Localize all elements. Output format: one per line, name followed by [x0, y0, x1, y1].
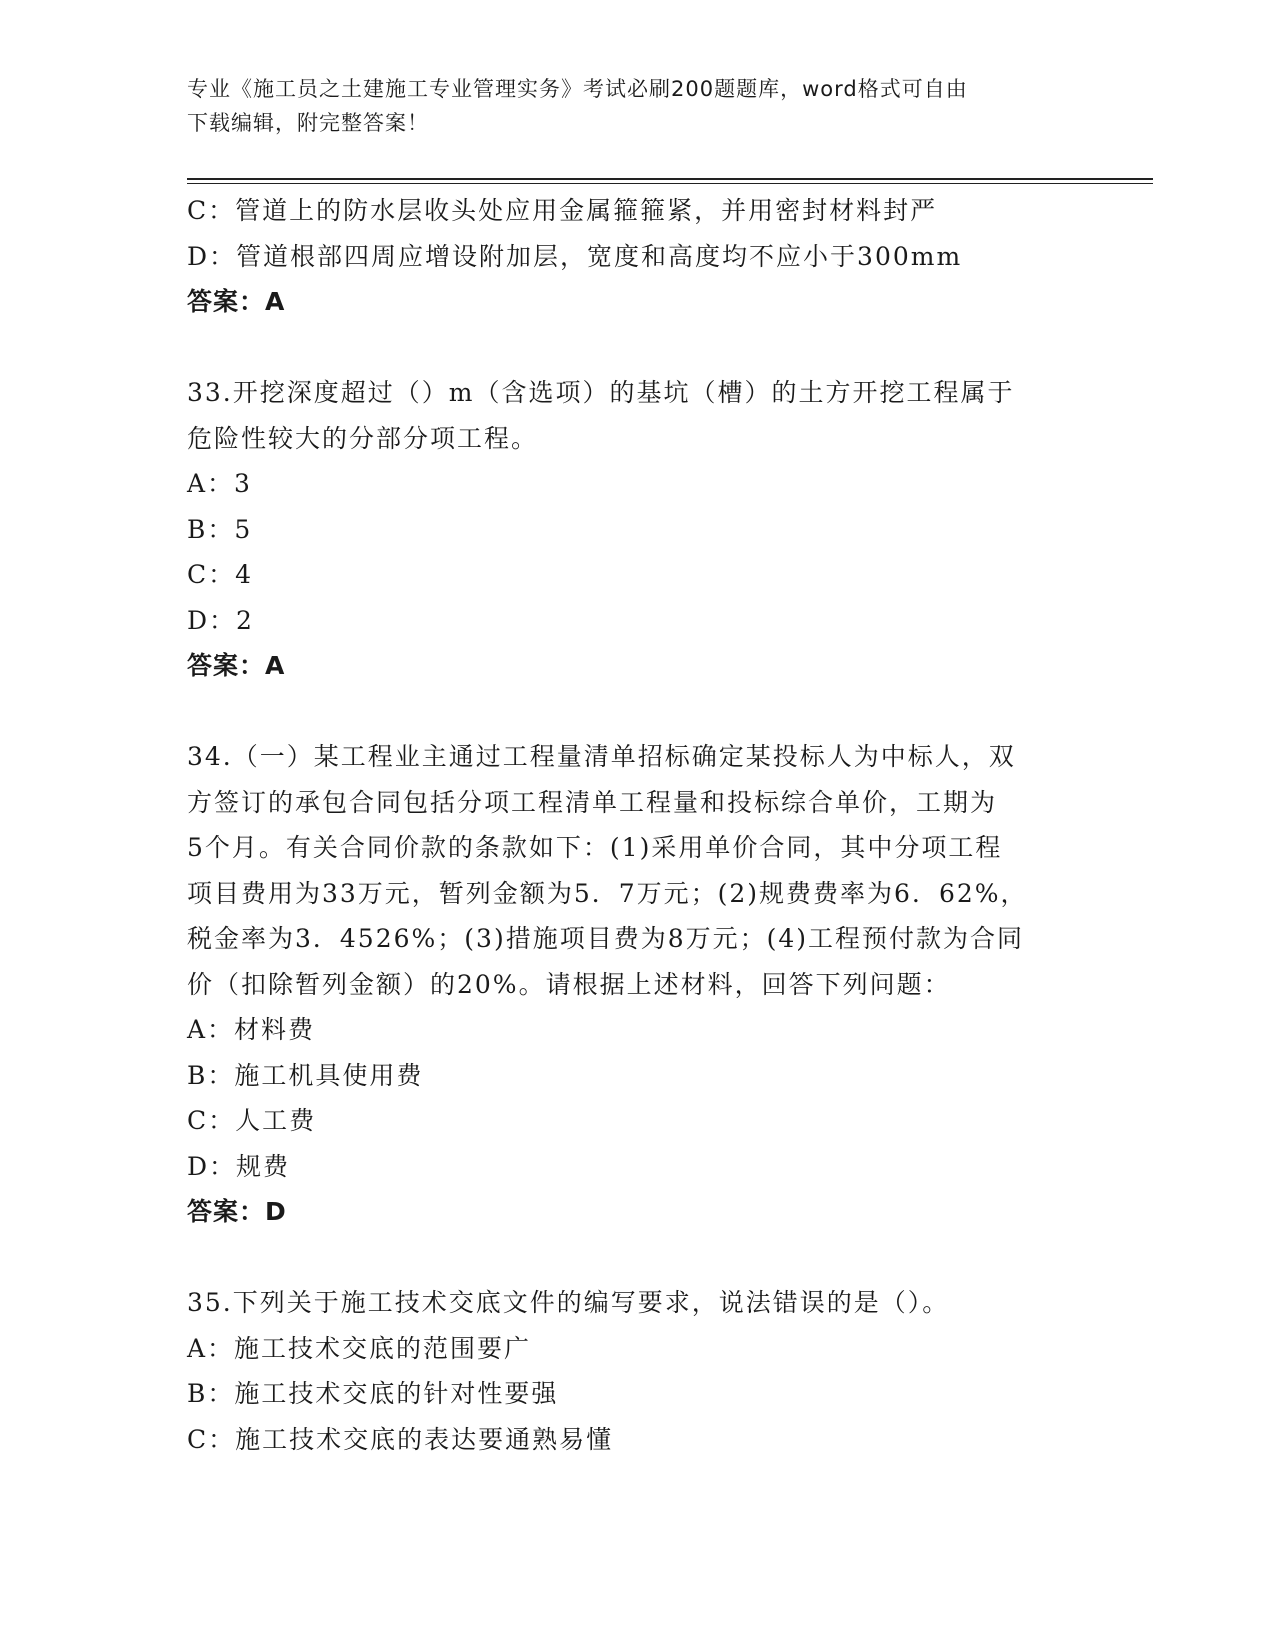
question-33	[187, 370, 1087, 689]
question-stem: 价（扣除暂列金额）的20%。请根据上述材料，回答下列问题：	[187, 969, 951, 999]
option-c: C：人工费	[187, 1106, 317, 1135]
question-stem: 税金率为3．4526%；(3)措施项目费为8万元；(4)工程预付款为合同	[187, 924, 1025, 953]
spacer	[187, 1235, 1087, 1281]
question-stem: 方签订的承包合同包括分项工程清单工程量和投标综合单价，工期为	[187, 787, 998, 817]
document-header	[187, 72, 1067, 140]
option-c: C：4	[187, 560, 254, 589]
header-rule-thick	[187, 178, 1153, 180]
question-stem: 34.（一）某工程业主通过工程量清单招标确定某投标人为中标人，双	[187, 742, 1016, 771]
option-d: D：规费	[187, 1151, 291, 1181]
option-a: A：3	[187, 469, 252, 498]
option-a: A：施工技术交底的范围要广	[187, 1333, 532, 1363]
question-stem: 35.下列关于施工技术交底文件的编写要求，说法错误的是（）。	[187, 1288, 950, 1317]
option-a: A：材料费	[187, 1015, 316, 1044]
header-line-2: 下载编辑，附完整答案！	[187, 111, 429, 135]
option-b: B：施工技术交底的针对性要强	[187, 1379, 559, 1408]
question-stem: 5个月。有关合同价款的条款如下：(1)采用单价合同，其中分项工程	[187, 833, 1003, 862]
header-rule-thin	[187, 183, 1153, 184]
question-34	[187, 734, 1087, 1235]
question-35	[187, 1280, 1087, 1462]
option-b: B：5	[187, 514, 253, 544]
question-stem: 33.开挖深度超过（）m（含选项）的基坑（槽）的土方开挖工程属于	[187, 378, 1015, 407]
option-c: C：施工技术交底的表达要通熟易懂	[187, 1424, 614, 1454]
option-d: D：管道根部四周应增设附加层，宽度和高度均不应小于300mm	[187, 241, 963, 271]
answer: 答案：A	[187, 651, 286, 680]
spacer	[187, 689, 1087, 735]
document-body	[187, 188, 1087, 1462]
question-stem: 危险性较大的分部分项工程。	[187, 423, 539, 453]
option-d: D：2	[187, 605, 254, 635]
header-line-1: 专业《施工员之土建施工专业管理实务》考试必刷200题题库，word格式可自由	[187, 77, 968, 101]
question-stem: 项目费用为33万元，暂列金额为5．7万元；(2)规费费率为6．62%，	[187, 878, 1028, 908]
answer: 答案：D	[187, 1197, 287, 1226]
spacer	[187, 325, 1087, 371]
option-c: C：管道上的防水层收头处应用金属箍箍紧，并用密封材料封严	[187, 196, 938, 225]
option-b: B：施工机具使用费	[187, 1060, 424, 1090]
question-previous	[187, 188, 1087, 325]
answer: 答案：A	[187, 287, 286, 316]
